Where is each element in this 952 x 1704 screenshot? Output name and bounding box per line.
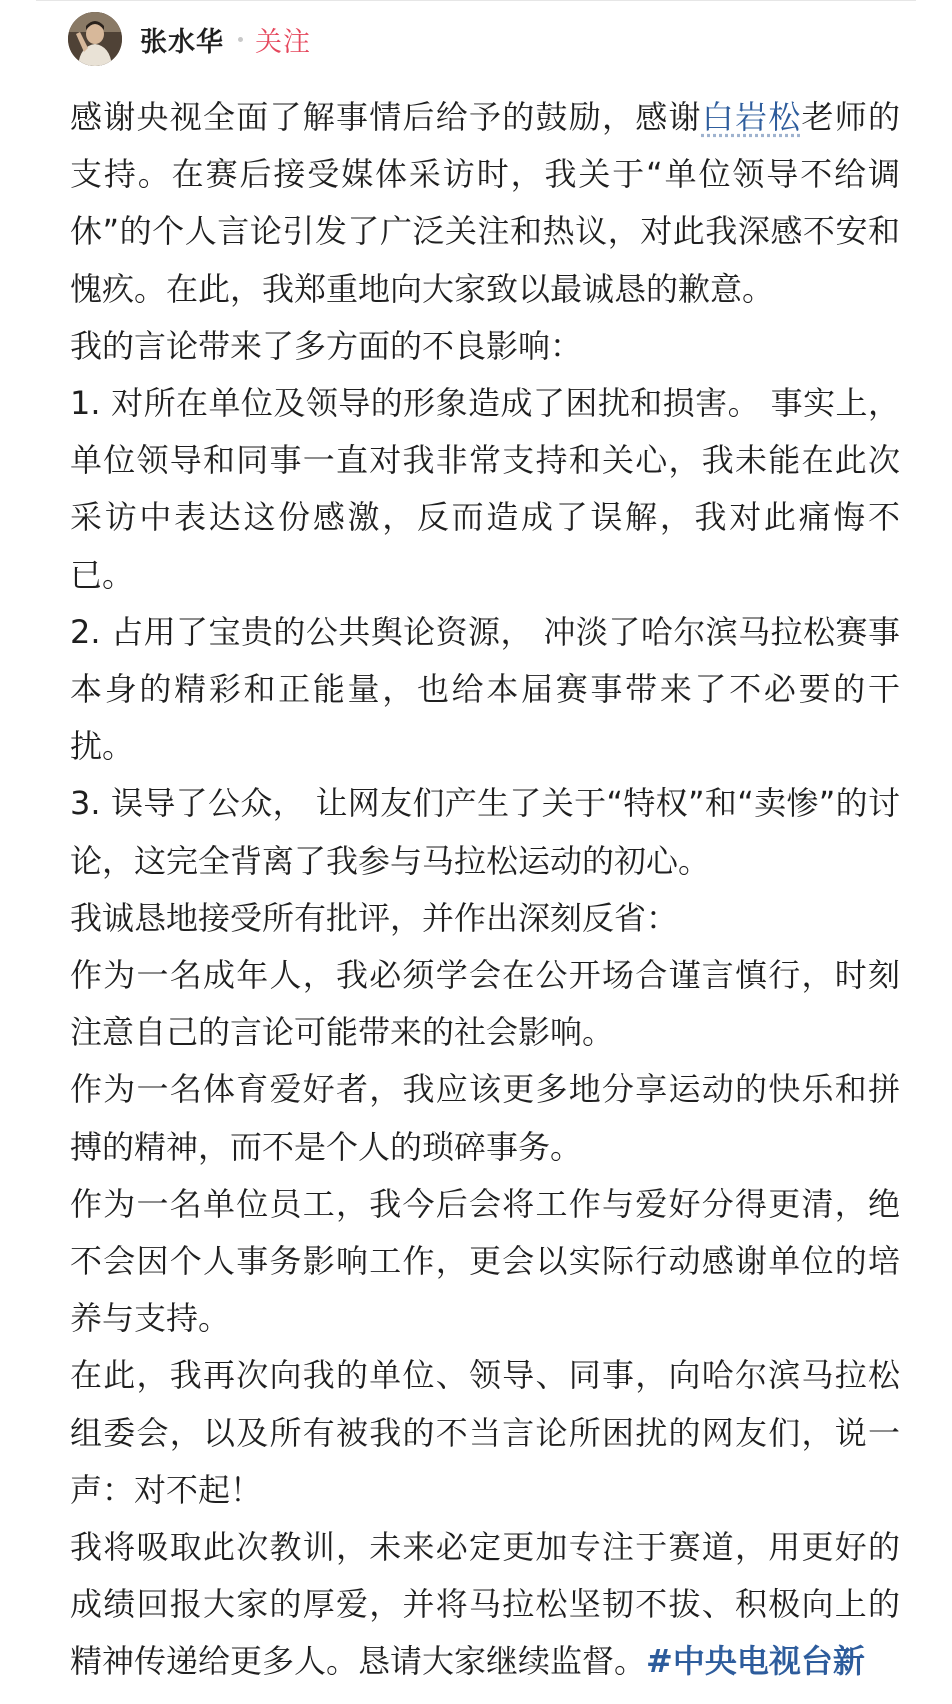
post-paragraph-10: 在此，我再次向我的单位、领导、同事，向哈尔滨马拉松组委会，以及所有被我的不当言论所困扰的网友们，说一声：对不起！ bbox=[70, 1356, 900, 1509]
post-paragraph-7: 作为一名成年人，我必须学会在公开场合谨言慎行，时刻注意自己的言论可能带来的社会影响。 bbox=[70, 956, 900, 1052]
avatar-photo-icon bbox=[68, 12, 122, 66]
paragraph-text: 老师的支持。在赛后接受媒体采访时，我关于“单位领导不给调休”的个人言论引发了广泛关注和热议，对此我深感不安和愧疚。在此，我郑重地向大家致以最诚恳的歉意。 bbox=[70, 98, 900, 308]
post-paragraph-6: 我诚恳地接受所有批评，并作出深刻反省： bbox=[70, 898, 679, 937]
post-paragraph-9: 作为一名单位员工，我今后会将工作与爱好分得更清，绝不会因个人事务影响工作，更会以实际行动感谢单位的培养与支持。 bbox=[70, 1184, 900, 1338]
post-paragraph-2: 我的言论带来了多方面的不良影响： bbox=[70, 326, 583, 365]
post-body bbox=[70, 89, 900, 1691]
hashtag-link[interactable]: #中央电视台新 bbox=[646, 1642, 865, 1681]
follow-button[interactable]: 关注 bbox=[255, 26, 311, 58]
post-paragraph-8: 作为一名体育爱好者，我应该更多地分享运动的快乐和拼搏的精神，而不是个人的琐碎事务。 bbox=[70, 1070, 900, 1166]
post-paragraph-11 bbox=[70, 1519, 900, 1691]
post-paragraph-5: 3. 误导了公众， 让网友们产生了关于“特权”和“卖惨”的讨论，这完全背离了我参与马拉松运动的初心。 bbox=[70, 784, 900, 880]
top-divider bbox=[36, 0, 916, 1]
paragraph-text: 我将吸取此次教训，未来必定更加专注于赛道，用更好的成绩回报大家的厚爱，并将马拉松坚韧不拔、积极向上的精神传递给更多人。恳请大家继续监督。 bbox=[70, 1528, 900, 1681]
author-name[interactable]: 张水华 bbox=[140, 26, 224, 58]
author-avatar[interactable] bbox=[68, 12, 122, 66]
post-paragraph-1 bbox=[70, 89, 900, 318]
paragraph-text: 感谢央视全面了解事情后给予的鼓励，感谢 bbox=[70, 98, 702, 136]
post-paragraph-4: 2. 占用了宝贵的公共舆论资源， 冲淡了哈尔滨马拉松赛事本身的精彩和正能量，也给本届赛事带来了不必要的干扰。 bbox=[70, 612, 900, 766]
mention-link[interactable]: 白岩松 bbox=[701, 98, 802, 136]
post-header bbox=[68, 8, 311, 70]
separator-dot bbox=[238, 37, 243, 42]
post-paragraph-3: 1. 对所在单位及领导的形象造成了困扰和损害。 事实上，单位领导和同事一直对我非常支持和关心，我未能在此次采访中表达这份感激，反而造成了误解，我对此痛悔不已。 bbox=[70, 384, 900, 594]
